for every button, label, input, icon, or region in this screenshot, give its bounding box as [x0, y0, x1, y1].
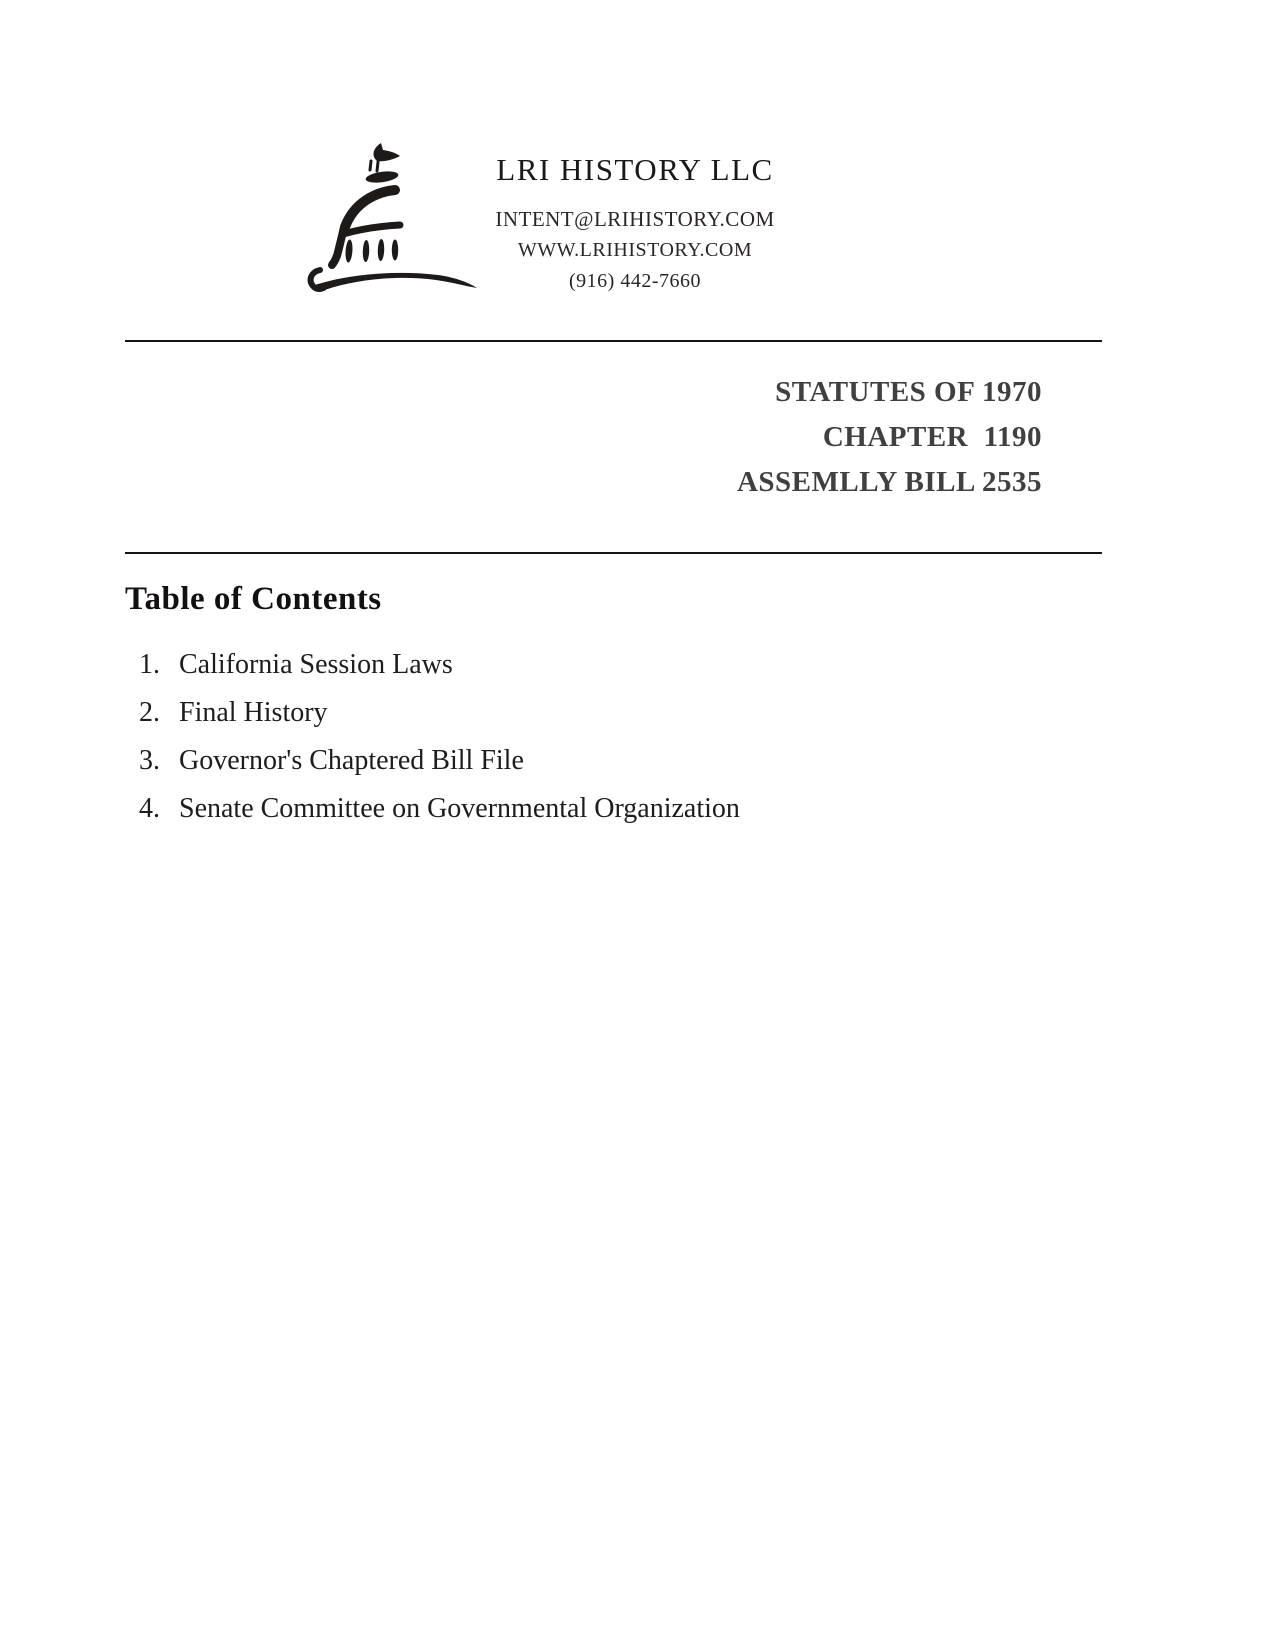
- toc-item-label: Senate Committee on Governmental Organization: [179, 793, 740, 824]
- toc-item: [139, 792, 1039, 825]
- statutes-title-block: [737, 370, 1042, 505]
- toc-item-label: Final History: [179, 697, 328, 728]
- assembly-bill-line: ASSEMLLY BILL 2535: [736, 466, 1042, 498]
- toc-item-label: California Session Laws: [179, 649, 453, 680]
- toc-item-number: 3.: [139, 745, 160, 776]
- company-phone: (916) 442-7660: [569, 270, 701, 292]
- letterhead: [335, 150, 935, 297]
- horizontal-rule-bottom: [125, 552, 1102, 554]
- toc-item: [139, 648, 1039, 681]
- toc-item-number: 4.: [139, 793, 160, 824]
- toc-item-number: 1.: [139, 649, 160, 680]
- company-website: WWW.LRIHISTORY.COM: [517, 239, 753, 261]
- company-email: INTENT@LRIHISTORY.COM: [495, 207, 775, 231]
- toc-item-number: 2.: [139, 697, 160, 728]
- toc-list: [139, 648, 1039, 840]
- toc-item: [139, 744, 1039, 777]
- statutes-line: STATUTES OF 1970: [775, 376, 1042, 408]
- toc-item-label: Governor's Chaptered Bill File: [179, 745, 524, 776]
- chapter-line: CHAPTER 1190: [822, 421, 1042, 453]
- company-name: LRI HISTORY LLC: [496, 152, 774, 187]
- toc-item: [139, 696, 1039, 729]
- toc-heading: Table of Contents: [125, 581, 382, 617]
- horizontal-rule-top: [125, 340, 1102, 342]
